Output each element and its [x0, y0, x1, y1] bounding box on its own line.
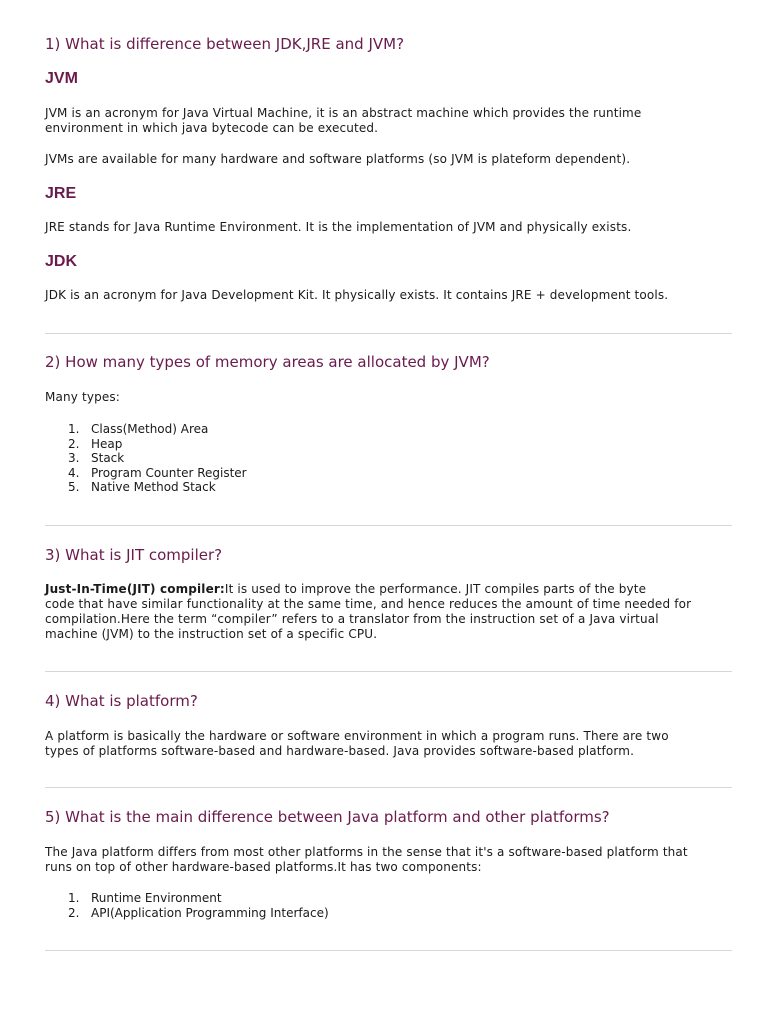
platform-line-2: types of platforms software-based and hardware-based. Java provides software-based platform.	[45, 744, 635, 758]
jvm-paragraph-1-line-2: environment in which java bytecode can be executed.	[45, 121, 379, 135]
list-item	[45, 891, 329, 906]
section-divider-1	[45, 333, 732, 334]
list-item	[45, 466, 247, 481]
platform-paragraph	[45, 729, 669, 759]
section-divider-4	[45, 787, 732, 788]
question-4-title: 4) What is platform?	[45, 692, 198, 710]
list-text: Stack	[91, 451, 125, 466]
list-item	[45, 906, 329, 921]
list-item	[45, 437, 247, 452]
platform-line-1: A platform is basically the hardware or software environment in which a program runs. There are two	[45, 729, 669, 743]
question-5-title: 5) What is the main difference between Java platform and other platforms?	[45, 808, 610, 826]
list-number: 2.	[68, 905, 80, 920]
list-text: API(Application Programming Interface)	[91, 905, 329, 920]
jdk-paragraph: JDK is an acronym for Java Development Kit. It physically exists. It contains JRE + development tools.	[45, 288, 669, 302]
jvm-paragraph-2: JVMs are available for many hardware and software platforms (so JVM is plateform dependent).	[45, 152, 631, 166]
jre-heading: JRE	[45, 185, 77, 202]
jit-paragraph	[45, 582, 691, 642]
java-platform-line-2: runs on top of other hardware-based platforms.It has two components:	[45, 860, 482, 874]
question-2-title: 2) How many types of memory areas are allocated by JVM?	[45, 353, 490, 371]
jvm-paragraph-1-line-1: JVM is an acronym for Java Virtual Machine, it is an abstract machine which provides the runtime	[45, 106, 642, 120]
list-item	[45, 480, 247, 495]
list-number: 4.	[68, 465, 80, 480]
jdk-heading: JDK	[45, 253, 78, 270]
jvm-heading: JVM	[45, 70, 78, 87]
section-divider-5	[45, 950, 732, 951]
list-number: 3.	[68, 451, 80, 466]
jit-lead-term: Just-In-Time(JIT) compiler:	[45, 582, 225, 596]
java-platform-components-list	[45, 891, 329, 920]
jit-line-2: code that have similar functionality at the same time, and hence reduces the amount of time needed for	[45, 597, 692, 611]
section-divider-3	[45, 671, 732, 672]
list-text: Class(Method) Area	[91, 422, 209, 436]
jit-line-1-text: It is used to improve the performance. JIT compiles parts of the byte	[224, 582, 647, 596]
jit-line-4: machine (JVM) to the instruction set of a specific CPU.	[45, 627, 378, 641]
section-divider-2	[45, 525, 732, 526]
jre-paragraph: JRE stands for Java Runtime Environment. It is the implementation of JVM and physically exists.	[45, 220, 632, 234]
list-number: 1.	[68, 422, 80, 436]
question-3-title: 3) What is JIT compiler?	[45, 546, 223, 564]
list-item	[45, 451, 247, 466]
java-platform-paragraph	[45, 845, 688, 875]
list-number: 5.	[68, 480, 80, 495]
jit-line-3: compilation.Here the term “compiler” refers to a translator from the instruction set of a Java virtual	[45, 612, 659, 626]
list-text: Native Method Stack	[91, 480, 216, 495]
list-item	[45, 422, 247, 437]
memory-areas-list	[45, 422, 247, 495]
list-number: 1.	[68, 891, 80, 905]
question-1-title: 1) What is difference between JDK,JRE and JVM?	[45, 35, 405, 53]
java-platform-line-1: The Java platform differs from most other platforms in the sense that it's a software-based platform that	[45, 845, 688, 859]
jit-line-1	[45, 582, 691, 597]
jvm-paragraph-1	[45, 106, 641, 136]
list-text: Runtime Environment	[91, 891, 222, 905]
list-number: 2.	[68, 436, 80, 451]
memory-types-intro: Many types:	[45, 390, 120, 404]
list-text: Heap	[91, 436, 123, 451]
list-text: Program Counter Register	[91, 465, 247, 480]
